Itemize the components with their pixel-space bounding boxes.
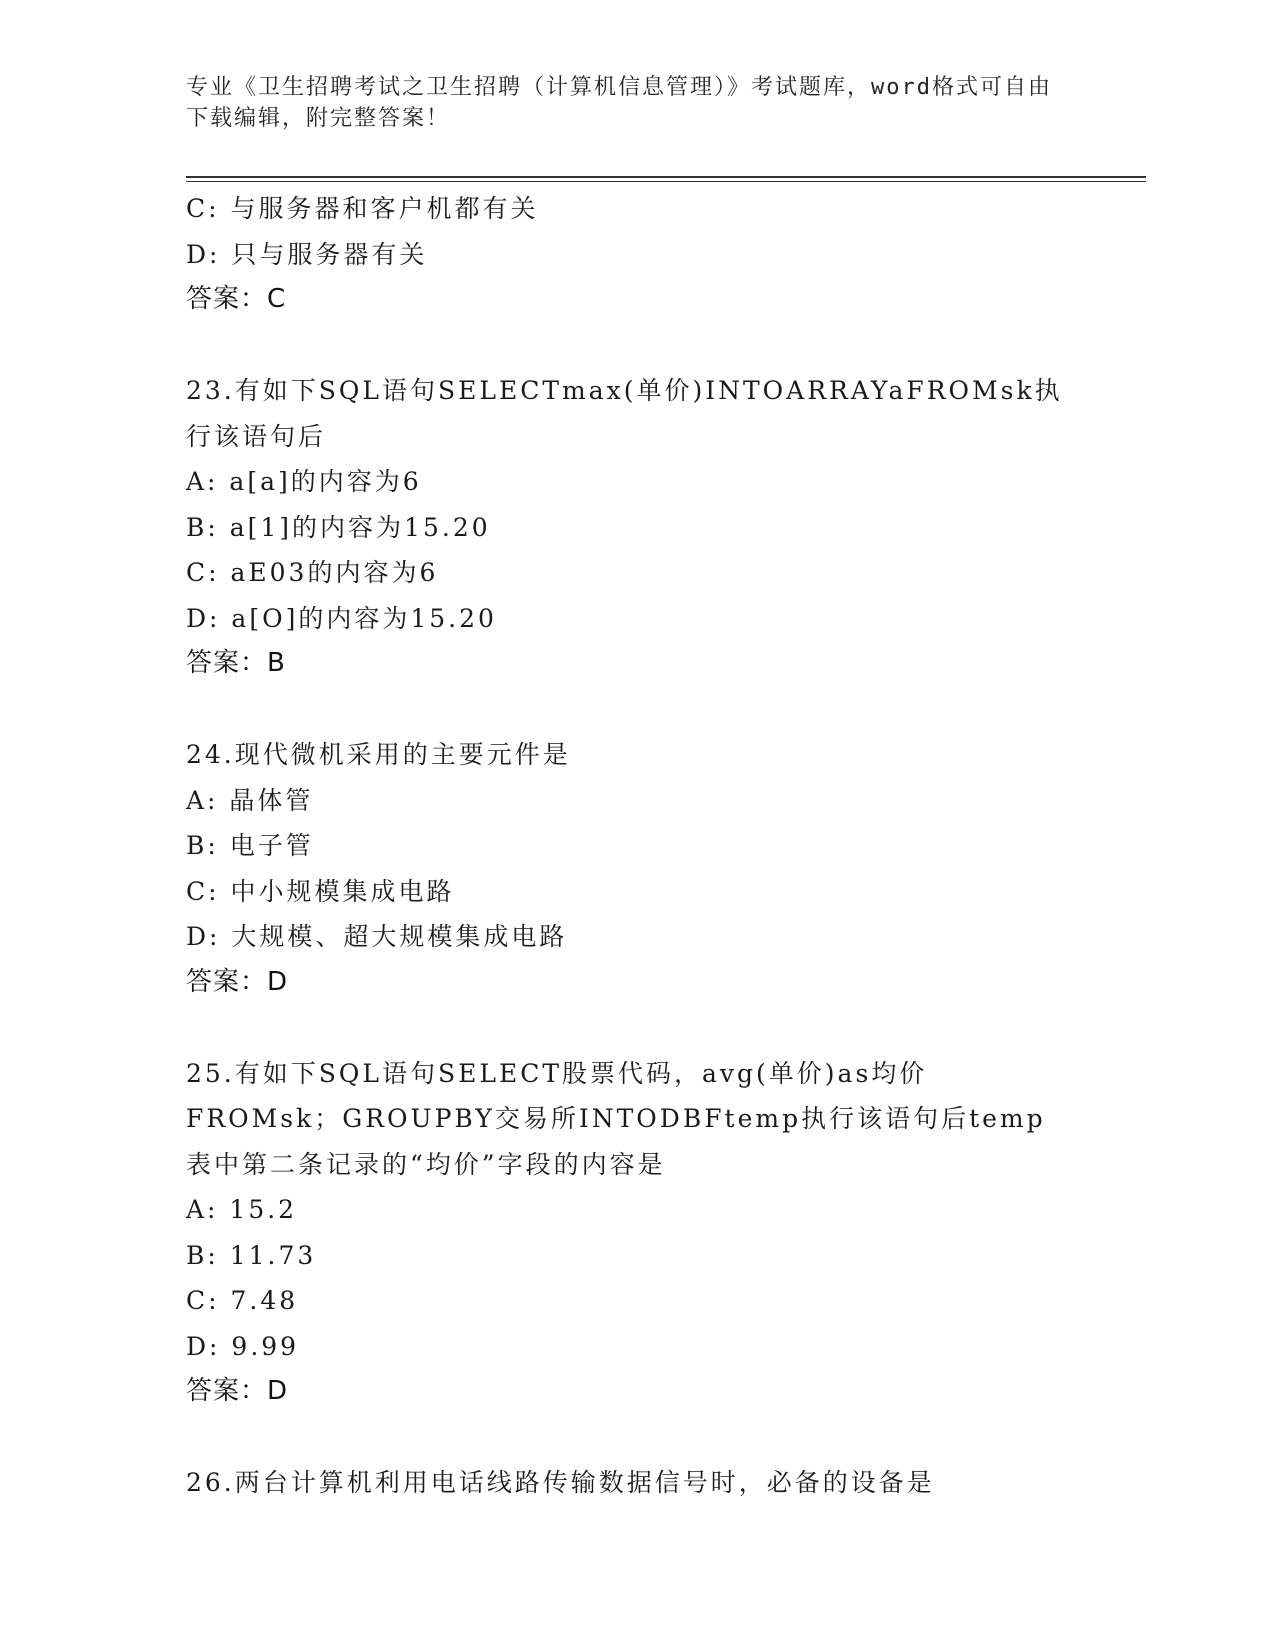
option-d: D: 9.99 — [186, 1331, 300, 1361]
question-text: 25.有如下SQL语句SELECT股票代码，avg(单价)as均价FROMsk；GROUPBY交易所INTODBFtemp执行该语句后temp表中第二条记录的“均价”字段的内容是 — [186, 1058, 1046, 1179]
option-a: A: 15.2 — [186, 1195, 298, 1224]
option-c: C: 7.48 — [186, 1286, 299, 1315]
question-25 — [186, 1051, 1086, 1415]
document-header: 专业《卫生招聘考试之卫生招聘（计算机信息管理）》考试题库，word格式可自由下载编辑，附完整答案！ — [186, 75, 1052, 131]
spacer — [186, 1415, 1086, 1461]
option-a: A: a[a]的内容为6 — [186, 467, 422, 496]
option-b: B: 11.73 — [186, 1240, 317, 1270]
option-c: C: 与服务器和客户机都有关 — [186, 194, 539, 223]
spacer — [186, 687, 1086, 733]
option-b: B: a[1]的内容为15.20 — [186, 512, 491, 542]
question-text: 24.现代微机采用的主要元件是 — [186, 740, 571, 769]
question-26 — [186, 1460, 1086, 1506]
spacer — [186, 323, 1086, 369]
option-c: C: aE03的内容为6 — [186, 558, 439, 587]
answer-line: 答案：C — [186, 284, 287, 314]
option-d: D: 大规模、超大规模集成电路 — [186, 922, 568, 951]
question-22-continued — [186, 186, 1086, 323]
option-d: D: 只与服务器有关 — [186, 239, 428, 269]
answer-line: 答案：D — [186, 966, 289, 997]
question-24 — [186, 732, 1086, 1005]
question-text: 23.有如下SQL语句SELECTmax(单价)INTOARRAYaFROMsk执行该语句后 — [186, 376, 1063, 451]
spacer — [186, 1005, 1086, 1051]
option-d: D: a[O]的内容为15.20 — [186, 603, 497, 633]
question-text: 26.两台计算机利用电话线路传输数据信号时，必备的设备是 — [186, 1468, 935, 1497]
option-a: A: 晶体管 — [186, 785, 314, 815]
answer-line: 答案：D — [186, 1376, 289, 1406]
question-23 — [186, 368, 1086, 687]
question-list — [186, 186, 1086, 1506]
option-b: B: 电子管 — [186, 831, 314, 860]
header-rule-thick — [186, 176, 1146, 178]
option-c: C: 中小规模集成电路 — [186, 876, 455, 906]
header-rule-thin — [186, 181, 1146, 182]
answer-line: 答案：B — [186, 648, 286, 678]
